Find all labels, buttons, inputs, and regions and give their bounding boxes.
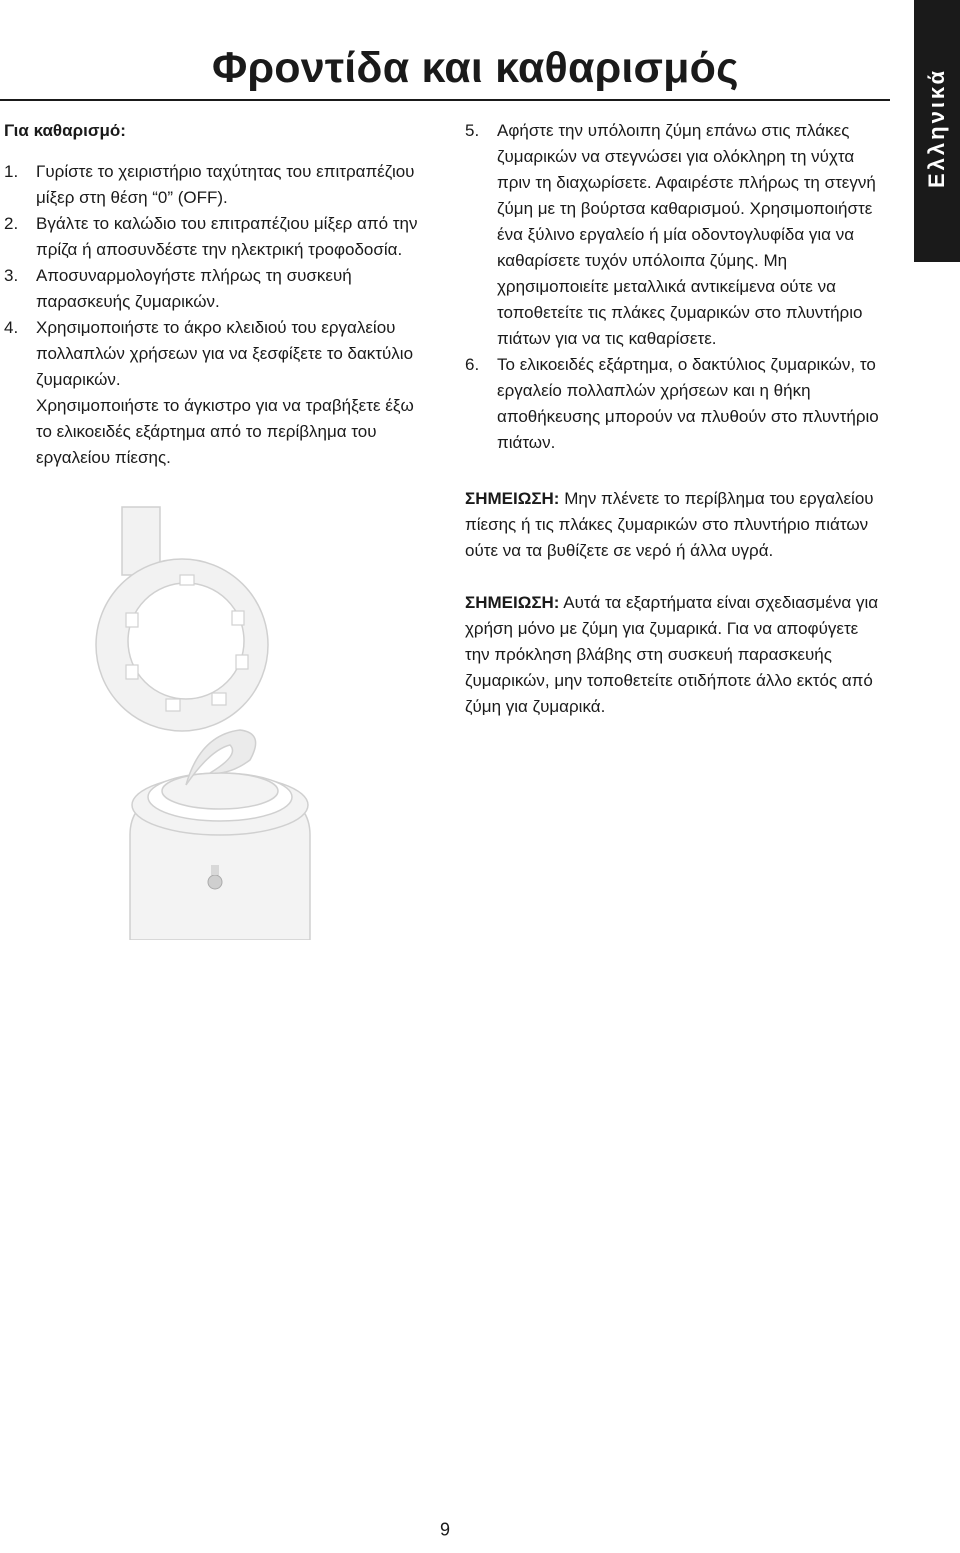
ring-opening: [128, 583, 244, 699]
note-label: ΣΗΜΕΙΩΣΗ:: [465, 489, 560, 508]
right-column: [465, 118, 885, 720]
list-item: [4, 263, 424, 315]
note-text: Μην πλένετε το περίβλημα του εργαλείου πίεσης ή τις πλάκες ζυμαρικών στο πλυντήριο πιάτων ούτε να τα βυθίζετε σε νερό ή άλλα υγρά.: [465, 489, 874, 560]
note: [465, 486, 885, 564]
page-number: 9: [439, 1519, 450, 1540]
list-item: [465, 352, 885, 456]
title-rule: [0, 99, 890, 101]
cleaning-steps-list-continued: [465, 118, 885, 456]
step-number: 1.: [4, 162, 19, 181]
cleaning-heading: Για καθαρισμό:: [4, 121, 126, 140]
step-text: Αποσυναρμολογήστε πλήρως τη συσκευή παρασκευής ζυμαρικών.: [36, 266, 352, 311]
step-text: Το ελικοειδές εξάρτημα, ο δακτύλιος ζυμαρικών, το εργαλείο πολλαπλών χρήσεων και η θήκη αποθήκευσης μπορούν να πλυθούν στο πλυντήριο πιάτων.: [497, 355, 879, 452]
step-text: Γυρίστε το χειριστήριο ταχύτητας του επιτραπέζιου μίξερ στη θέση “0” (OFF).: [36, 162, 415, 207]
pasta-press-illustration: [90, 505, 330, 940]
press-collar-ring: [162, 773, 278, 809]
step-text: Χρησιμοποιήστε το άκρο κλειδιού του εργαλείου πολλαπλών χρήσεων για να ξεσφίξετε το δακτύλιο ζυμαρικών.: [36, 318, 414, 389]
cleaning-steps-list: [4, 159, 424, 471]
page-title: Φροντίδα και καθαρισμός: [212, 44, 739, 92]
press-slot: [211, 865, 219, 875]
step-text: Βγάλτε το καλώδιο του επιτραπέζιου μίξερ από την πρίζα ή αποσυνδέστε την ηλεκτρική τροφοδοσία.: [36, 214, 418, 259]
note: [465, 590, 885, 720]
step-number: 5.: [465, 121, 480, 140]
note-text: Αυτά τα εξαρτήματα είναι σχεδιασμένα για χρήση μόνο με ζύμη για ζυμαρικά. Για να αποφύγετε την πρόκληση βλάβης στη συσκευή παρασκευής ζυμαρικών, μην τοποθετείτε οτιδήποτε άλλο εκτός από ζύμη για ζυμαρικά.: [465, 593, 879, 716]
list-item: [4, 315, 424, 471]
step-text-continued: Χρησιμοποιήστε το άγκιστρο για να τραβήξετε έξω το ελικοειδές εξάρτημα από το περίβλημα του εργαλείου πίεσης.: [36, 396, 414, 467]
language-tab-label: Ελληνικά: [924, 68, 949, 188]
step-number: 3.: [4, 266, 19, 285]
step-number: 6.: [465, 355, 480, 374]
press-screw: [208, 875, 222, 889]
left-column: [4, 118, 424, 471]
list-item: [4, 159, 424, 211]
step-number: 4.: [4, 318, 19, 337]
list-item: [4, 211, 424, 263]
note-label: ΣΗΜΕΙΩΣΗ:: [465, 593, 560, 612]
step-text: Αφήστε την υπόλοιπη ζύμη επάνω στις πλάκες ζυμαρικών να στεγνώσει για ολόκληρη τη νύχτα πριν τη διαχωρίσετε. Αφαιρέστε πλήρως τη στεγνή ζύμη με τη βούρτσα καθαρισμού. Χρησιμοποιήστε ένα ξύλινο εργαλείο ή μία οδοντογλυφίδα για να καθαρίσετε τυχόν υπόλοιπα ζύμης. Μη χρησιμοποιείτε μεταλλικά αντικείμενα ούτε να τοποθετείτε τις πλάκες ζυμαρικών στο πλυντήριο πιάτων για να τις καθαρίσετε.: [497, 121, 876, 348]
language-tab: [914, 0, 960, 262]
list-item: [465, 118, 885, 352]
step-number: 2.: [4, 214, 19, 233]
